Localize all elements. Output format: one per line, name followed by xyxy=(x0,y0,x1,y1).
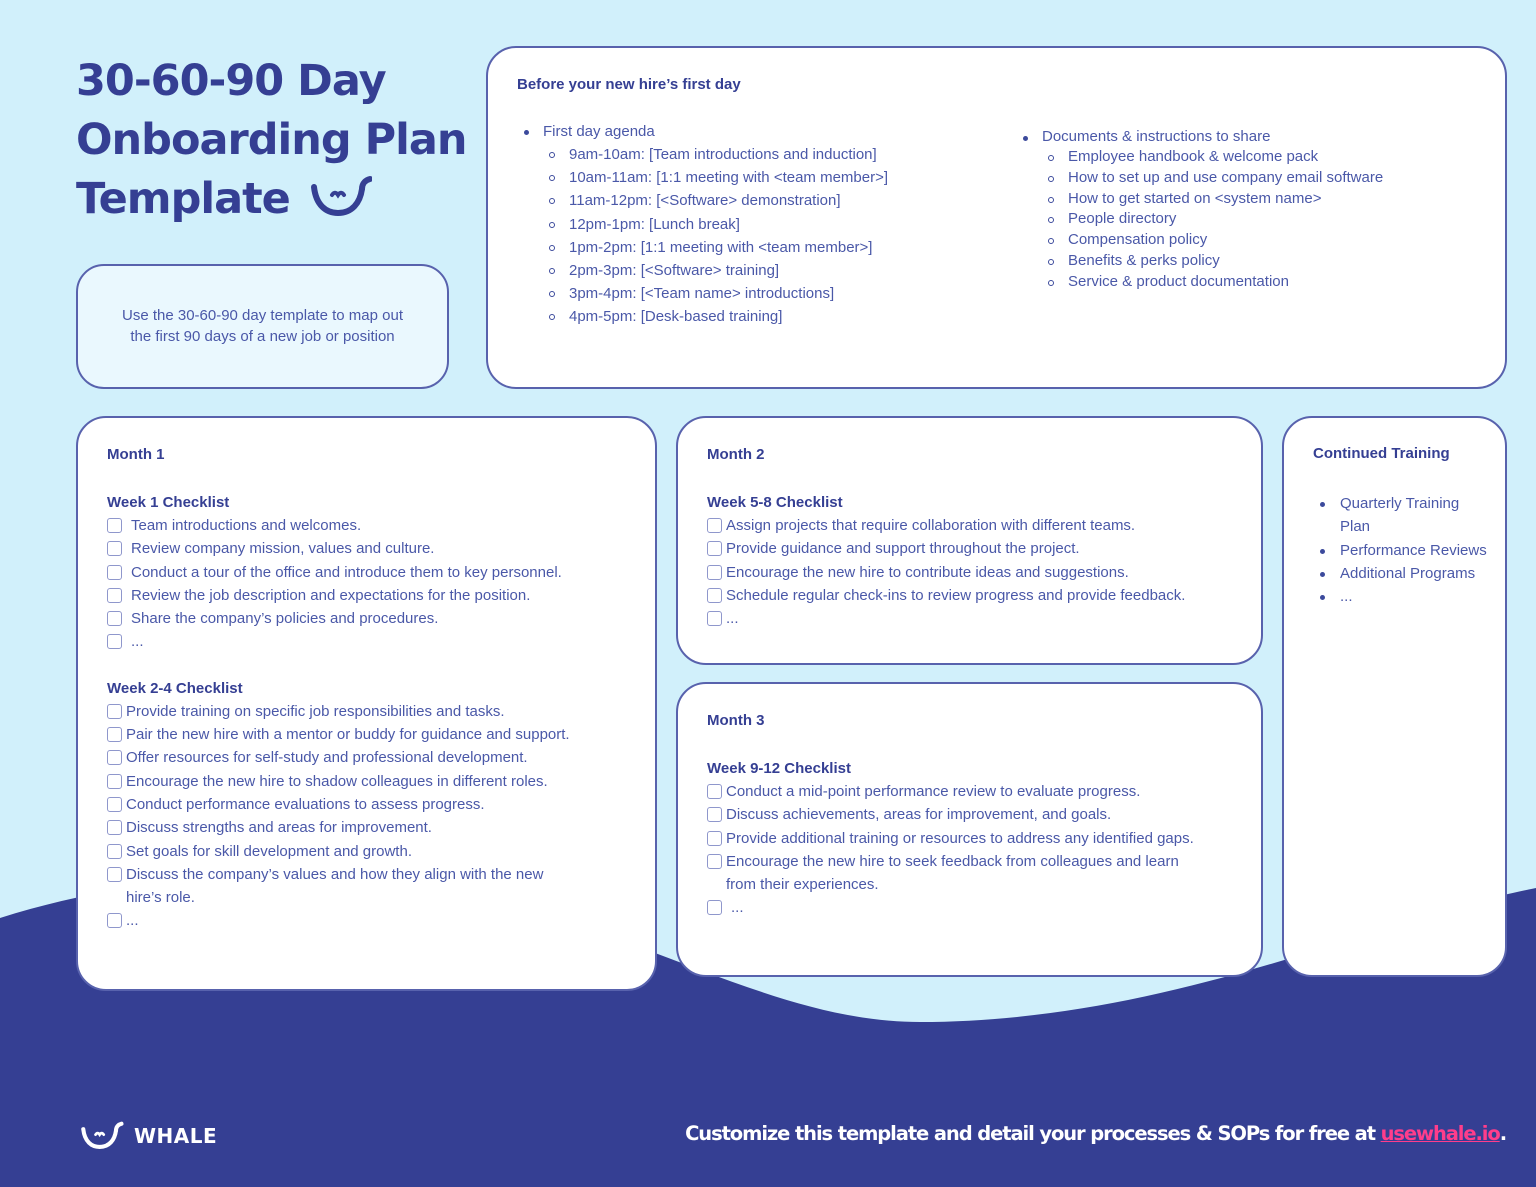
documents-list xyxy=(1015,126,1383,293)
checklist-item-label: Encourage the new hire to seek feedback from colleagues and learn from their experiences. xyxy=(726,852,1179,894)
checklist-item[interactable] xyxy=(107,514,635,537)
week-1-checklist-title: Week 1 Checklist xyxy=(107,494,230,511)
before-first-day-card xyxy=(486,46,1507,389)
checkbox[interactable] xyxy=(707,784,722,799)
checklist-item[interactable] xyxy=(707,514,1241,537)
title-line-2: Onboarding Plan xyxy=(76,115,467,165)
agenda-item: 2pm-3pm: [<Software> training] xyxy=(516,259,888,282)
checklist-item[interactable] xyxy=(707,896,1241,919)
checklist-item-label: ... xyxy=(131,633,144,651)
checklist-item-label: Provide guidance and support throughout the project. xyxy=(726,540,1080,558)
checkbox[interactable] xyxy=(707,831,722,846)
continued-training-list xyxy=(1313,492,1488,608)
checkbox[interactable] xyxy=(107,565,122,580)
checklist-item[interactable] xyxy=(107,584,635,607)
checklist-item[interactable] xyxy=(707,850,1241,897)
checklist-item[interactable] xyxy=(707,561,1241,584)
checklist-item[interactable] xyxy=(107,607,635,630)
agenda-item: 10am-11am: [1:1 meeting with <team member>] xyxy=(516,166,888,189)
checklist-item-label: Offer resources for self-study and professional development. xyxy=(126,749,528,767)
checkbox[interactable] xyxy=(107,750,122,765)
agenda-item: 4pm-5pm: [Desk-based training] xyxy=(516,305,888,328)
first-day-agenda-list xyxy=(516,120,888,329)
checkbox[interactable] xyxy=(107,867,122,882)
document-item: How to get started on <system name> xyxy=(1015,189,1383,210)
agenda-label: First day agenda xyxy=(516,120,888,143)
checkbox[interactable] xyxy=(107,844,122,859)
checkbox[interactable] xyxy=(707,518,722,533)
checklist-item-label: Pair the new hire with a mentor or buddy for guidance and support. xyxy=(126,726,570,744)
checklist-item-label: Discuss achievements, areas for improvement, and goals. xyxy=(726,806,1112,824)
checkbox[interactable] xyxy=(107,588,122,603)
checklist-item-label: Conduct a tour of the office and introduce them to key personnel. xyxy=(131,563,562,581)
checklist-item-label: ... xyxy=(731,899,744,917)
document-item: Compensation policy xyxy=(1015,230,1383,251)
checklist-item-label: ... xyxy=(126,912,139,930)
checklist-item[interactable] xyxy=(107,746,635,769)
checklist-item[interactable] xyxy=(107,840,635,863)
checklist-item-label: Provide additional training or resources to address any identified gaps. xyxy=(726,829,1194,847)
training-item: ... xyxy=(1313,585,1488,608)
month-2-title: Month 2 xyxy=(707,446,765,463)
checkbox[interactable] xyxy=(707,807,722,822)
checklist-item[interactable] xyxy=(707,607,1241,630)
title-line-3 xyxy=(76,170,496,229)
checklist-item-label: Schedule regular check-ins to review progress and provide feedback. xyxy=(726,586,1186,604)
checklist-item[interactable] xyxy=(707,827,1241,850)
training-item: Additional Programs xyxy=(1313,562,1488,585)
whale-logo[interactable] xyxy=(78,1121,217,1151)
checklist-item[interactable] xyxy=(107,816,635,839)
checkbox[interactable] xyxy=(107,774,122,789)
cta-text: Customize this template and detail your processes & SOPs for free at xyxy=(685,1122,1381,1145)
checkbox[interactable] xyxy=(707,541,722,556)
documents-label: Documents & instructions to share xyxy=(1015,126,1383,147)
month-2-card xyxy=(676,416,1263,665)
agenda-item: 3pm-4pm: [<Team name> introductions] xyxy=(516,282,888,305)
checkbox[interactable] xyxy=(107,913,122,928)
checklist-item[interactable] xyxy=(107,723,635,746)
week-2-4-checklist-title: Week 2-4 Checklist xyxy=(107,679,243,697)
checklist-item-label: Team introductions and welcomes. xyxy=(131,517,362,534)
checkbox[interactable] xyxy=(107,797,122,812)
agenda-item: 1pm-2pm: [1:1 meeting with <team member>] xyxy=(516,236,888,259)
footer-cta xyxy=(685,1122,1506,1145)
month-3-card xyxy=(676,682,1263,977)
title-line-3-text: Template xyxy=(76,174,290,224)
cta-suffix: . xyxy=(1499,1122,1506,1145)
checkbox[interactable] xyxy=(107,820,122,835)
checklist-item-label: Encourage the new hire to shadow colleagues in different roles. xyxy=(126,772,548,790)
agenda-item: 12pm-1pm: [Lunch break] xyxy=(516,213,888,236)
checklist-item-label: Assign projects that require collaboration with different teams. xyxy=(726,517,1136,534)
checkbox[interactable] xyxy=(707,854,722,869)
checklist-item-label: Review the job description and expectations for the position. xyxy=(131,586,531,604)
continued-training-title: Continued Training xyxy=(1313,445,1450,462)
checklist-item-label: Review company mission, values and culture. xyxy=(131,540,435,558)
checklist-item[interactable] xyxy=(707,584,1241,607)
training-item: Performance Reviews xyxy=(1313,539,1488,562)
checkbox[interactable] xyxy=(107,611,122,626)
checklist-item[interactable] xyxy=(707,537,1241,560)
checklist-item[interactable] xyxy=(107,700,635,723)
checklist-item-label: Set goals for skill development and growth. xyxy=(126,842,412,860)
checklist-item[interactable] xyxy=(107,909,635,932)
checkbox[interactable] xyxy=(107,634,122,649)
training-item: Quarterly Training Plan xyxy=(1313,492,1488,539)
checklist-item[interactable] xyxy=(107,561,635,584)
whale-smile-icon xyxy=(308,175,372,219)
checklist-item[interactable] xyxy=(707,780,1241,803)
checkbox[interactable] xyxy=(707,611,722,626)
checklist-item-label: Encourage the new hire to contribute ideas and suggestions. xyxy=(726,563,1129,581)
week-9-12-checklist-title: Week 9-12 Checklist xyxy=(707,760,851,777)
month-1-title: Month 1 xyxy=(107,446,165,463)
document-item: How to set up and use company email software xyxy=(1015,168,1383,189)
checklist-item[interactable] xyxy=(707,803,1241,826)
before-first-day-heading: Before your new hire’s first day xyxy=(517,76,741,93)
agenda-item: 9am-10am: [Team introductions and induction] xyxy=(516,143,888,166)
checklist-item-label: Conduct a mid-point performance review to evaluate progress. xyxy=(726,783,1141,800)
intro-card xyxy=(76,264,449,389)
usewhale-link[interactable]: usewhale.io xyxy=(1380,1122,1500,1145)
month-3-title: Month 3 xyxy=(707,712,765,729)
checkbox[interactable] xyxy=(107,518,122,533)
checklist-item-label: ... xyxy=(726,610,739,628)
checkbox[interactable] xyxy=(107,727,122,742)
checklist-item[interactable] xyxy=(107,770,635,793)
page-title xyxy=(76,52,496,229)
checklist-item[interactable] xyxy=(107,537,635,560)
checklist-item-label: Conduct performance evaluations to assess progress. xyxy=(126,795,485,813)
checklist-item-label: Provide training on specific job responsibilities and tasks. xyxy=(126,702,505,720)
whale-smile-icon xyxy=(78,1121,124,1151)
checklist-item[interactable] xyxy=(107,793,635,816)
document-item: Service & product documentation xyxy=(1015,272,1383,293)
agenda-item: 11am-12pm: [<Software> demonstration] xyxy=(516,189,888,212)
checkbox[interactable] xyxy=(107,541,122,556)
continued-training-card xyxy=(1282,416,1507,977)
checklist-item[interactable] xyxy=(107,630,635,653)
month-1-card xyxy=(76,416,657,991)
document-item: Employee handbook & welcome pack xyxy=(1015,147,1383,168)
title-line-1: 30-60-90 Day xyxy=(76,56,386,106)
document-item: People directory xyxy=(1015,209,1383,230)
checklist-item-label: Discuss the company’s values and how they align with the new hire’s role. xyxy=(126,865,544,907)
checklist-item-label: Discuss strengths and areas for improvement. xyxy=(126,819,432,837)
brand-name: WHALE xyxy=(134,1124,218,1148)
intro-text: Use the 30-60-90 day template to map out the first 90 days of a new job or position xyxy=(121,307,403,345)
checkbox[interactable] xyxy=(107,704,122,719)
checkbox[interactable] xyxy=(707,900,722,915)
week-5-8-checklist-title: Week 5-8 Checklist xyxy=(707,494,843,511)
checklist-item-label: Share the company’s policies and procedures. xyxy=(131,610,439,628)
checkbox[interactable] xyxy=(707,565,722,580)
checklist-item[interactable] xyxy=(107,863,635,910)
document-item: Benefits & perks policy xyxy=(1015,251,1383,272)
checkbox[interactable] xyxy=(707,588,722,603)
